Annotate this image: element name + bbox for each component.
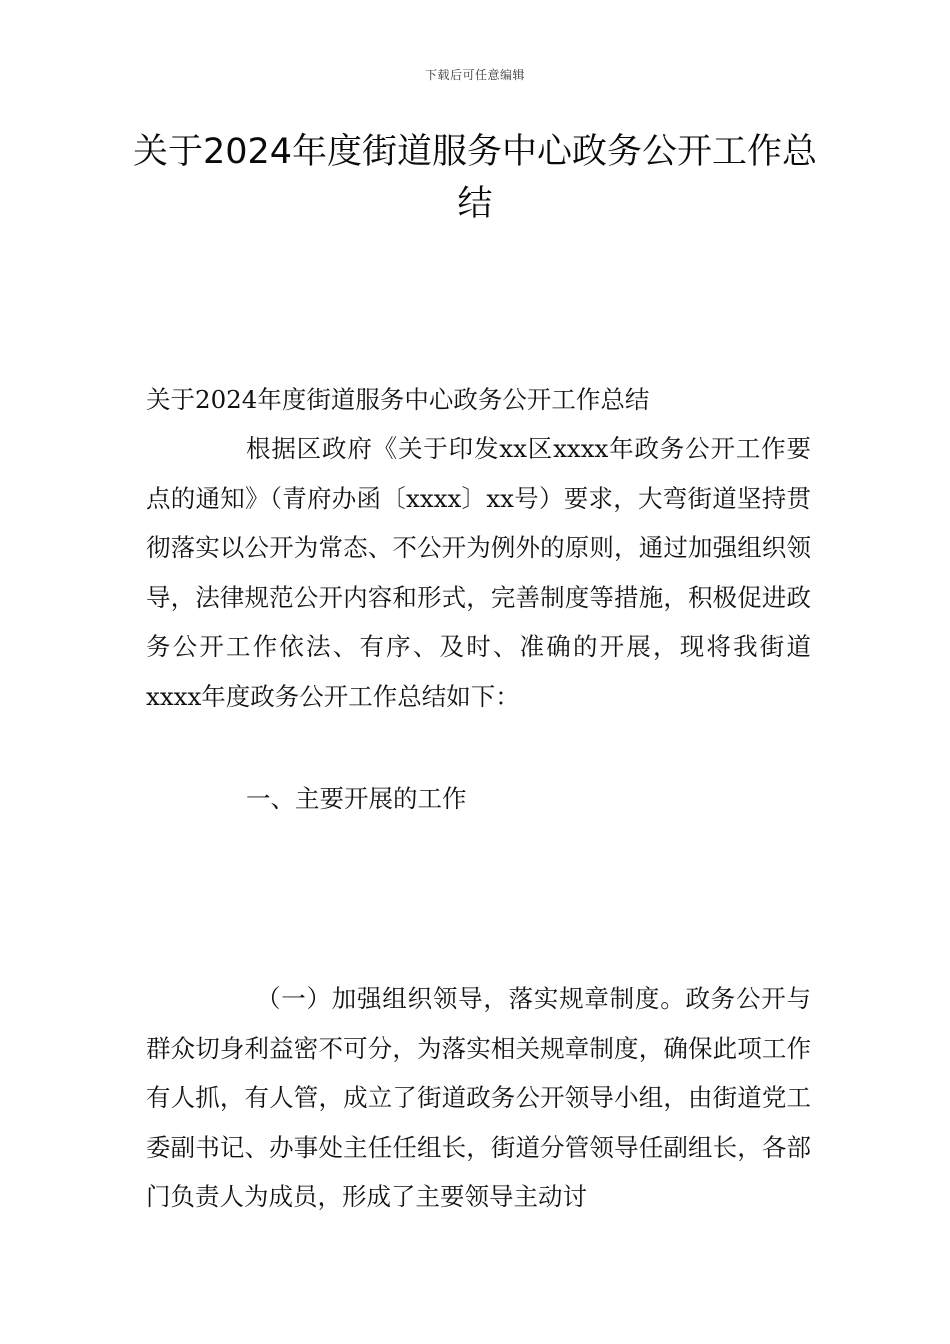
document-title: 关于2024年度街道服务中心政务公开工作总结 — [132, 132, 818, 224]
section-paragraph: （一）加强组织领导，落实规章制度。政务公开与群众切身利益密不可分，为落实相关规章制度，确保此项工作有人抓，有人管，成立了街道政务公开领导小组，由街道党工委副书记、办事处主任任组长，街道分管领导任副组长，各部门负责人为成员，形成了主要领导主动讨 — [146, 984, 811, 1211]
intro-paragraph: 根据区政府《关于印发xx区xxxx年政务公开工作要点的通知》（青府办函〔xxxx〕xx号）要求，大弯街道坚持贯彻落实以公开为常态、不公开为例外的原则，通过加强组织领导，法律规范公开内容和形式，完善制度等措施，积极促进政务公开工作依法、有序、及时、准确的开展，现将我街道xxxx年度政务公开工作总结如下： — [146, 434, 811, 711]
section-heading: 一、主要开展的工作 — [246, 784, 467, 813]
header-note: 下载后可任意编辑 — [424, 68, 525, 82]
document-subtitle: 关于2024年度街道服务中心政务公开工作总结 — [146, 385, 650, 414]
